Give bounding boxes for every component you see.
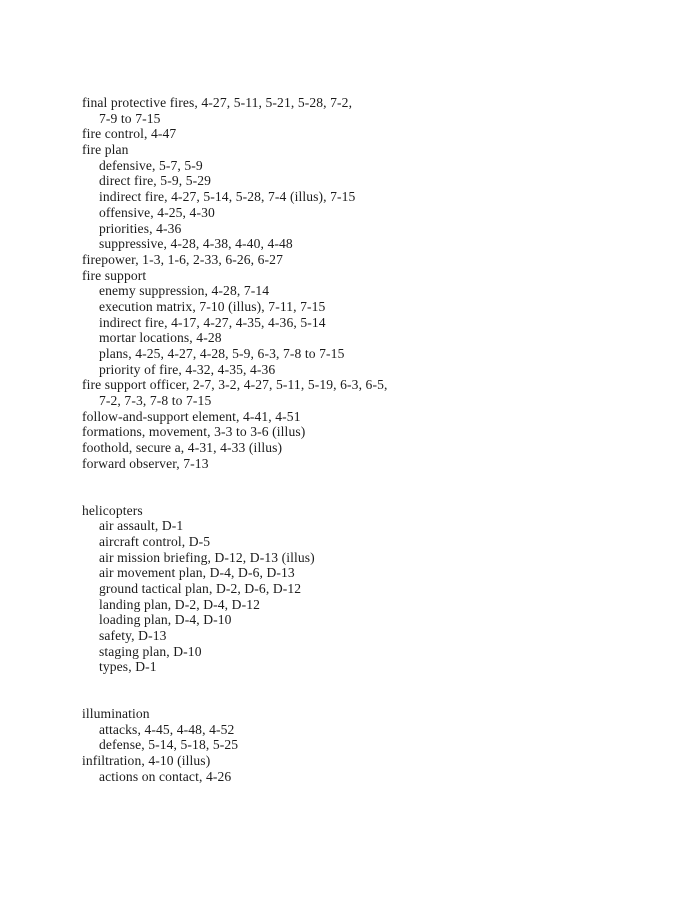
index-subentry: indirect fire, 4-17, 4-27, 4-35, 4-36, 5-14 <box>99 314 326 330</box>
index-subentry: execution matrix, 7-10 (illus), 7-11, 7-15 <box>99 298 326 314</box>
index-subentry: air mission briefing, D-12, D-13 (illus) <box>99 549 315 565</box>
index-entry: infiltration, 4-10 (illus) <box>82 753 211 769</box>
index-entry: fire control, 4-47 <box>82 126 177 142</box>
index-entry: illumination <box>82 706 150 722</box>
index-entry: fire plan <box>82 142 129 158</box>
index-subentry: priority of fire, 4-32, 4-35, 4-36 <box>99 361 276 377</box>
index-subentry: staging plan, D-10 <box>99 643 202 659</box>
index-group-i-entries <box>82 706 642 784</box>
index-entry: formations, movement, 3-3 to 3-6 (illus) <box>82 424 306 440</box>
index-entry: fire support officer, 2-7, 3-2, 4-27, 5-11, 5-19, 6-3, 6-5, <box>82 377 388 393</box>
index-subentry: 7-2, 7-3, 7-8 to 7-15 <box>99 393 212 409</box>
index-subentry: 7-9 to 7-15 <box>99 110 161 126</box>
index-subentry: defensive, 5-7, 5-9 <box>99 157 203 173</box>
index-entry: forward observer, 7-13 <box>82 455 209 471</box>
index-subentry: direct fire, 5-9, 5-29 <box>99 173 212 189</box>
index-subentry: suppressive, 4-28, 4-38, 4-40, 4-48 <box>99 236 293 252</box>
index-subentry: air assault, D-1 <box>99 518 184 534</box>
index-subentry: landing plan, D-2, D-4, D-12 <box>99 596 260 612</box>
index-subentry: offensive, 4-25, 4-30 <box>99 204 215 220</box>
index-subentry: indirect fire, 4-27, 5-14, 5-28, 7-4 (illus), 7-15 <box>99 189 356 205</box>
index-subentry: defense, 5-14, 5-18, 5-25 <box>99 737 239 753</box>
index-subentry: types, D-1 <box>99 659 157 675</box>
index-entry: firepower, 1-3, 1-6, 2-33, 6-26, 6-27 <box>82 251 283 267</box>
index-subentry: enemy suppression, 4-28, 7-14 <box>99 283 270 299</box>
index-subentry: loading plan, D-4, D-10 <box>99 612 232 628</box>
index-subentry: aircraft control, D-5 <box>99 533 211 549</box>
index-subentry: actions on contact, 4-26 <box>99 768 232 784</box>
index-group-h-entries <box>82 503 642 676</box>
index-block <box>82 95 642 785</box>
index-entry: final protective fires, 4-27, 5-11, 5-21, 5-28, 7-2, <box>82 95 353 110</box>
index-subentry: mortar locations, 4-28 <box>99 330 222 346</box>
index-subentry: attacks, 4-45, 4-48, 4-52 <box>99 721 235 737</box>
index-entry: fire support <box>82 267 147 283</box>
index-group-f-entries <box>82 95 642 472</box>
index-entry: follow-and-support element, 4-41, 4-51 <box>82 408 301 424</box>
index-entry: foothold, secure a, 4-31, 4-33 (illus) <box>82 440 283 456</box>
index-entry: helicopters <box>82 502 143 518</box>
index-subentry: priorities, 4-36 <box>99 220 182 236</box>
index-subentry: ground tactical plan, D-2, D-6, D-12 <box>99 580 302 596</box>
index-subentry: safety, D-13 <box>99 628 167 643</box>
index-subentry: air movement plan, D-4, D-6, D-13 <box>99 565 295 581</box>
index-subentry: plans, 4-25, 4-27, 4-28, 5-9, 6-3, 7-8 to 7-15 <box>99 346 345 361</box>
